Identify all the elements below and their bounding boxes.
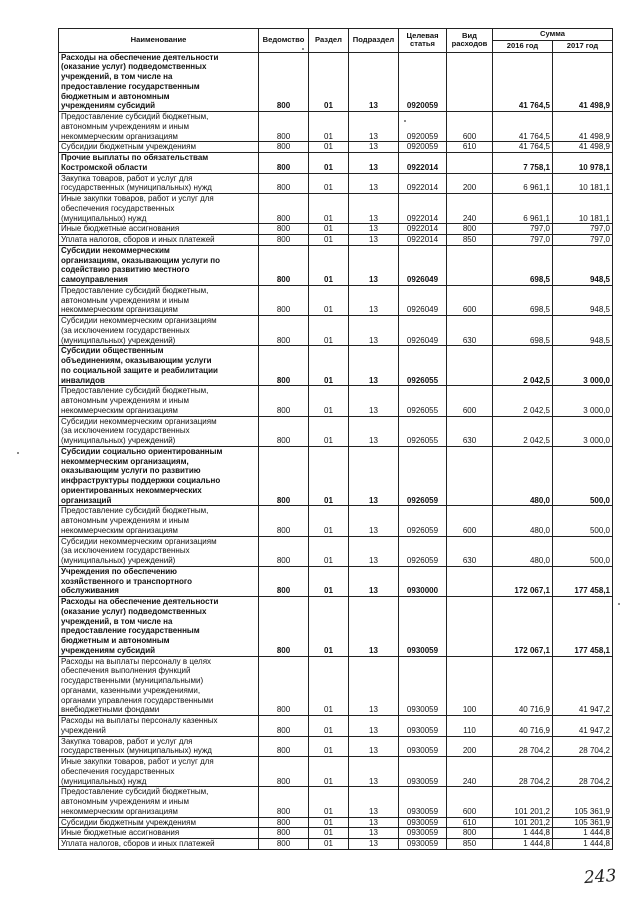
cell-sum-2017: 41 498,9 [553,142,613,153]
cell-exptype: 630 [447,416,493,446]
cell-name: Субсидии некоммерческим организациям, оказывающим услуги по содействию развитию местного самоуправления [59,245,259,285]
cell-dept: 800 [259,716,309,737]
table-row [59,416,613,446]
cell-sum-2016: 41 764,5 [493,52,553,112]
cell-sum-2017: 41 947,2 [553,716,613,737]
table-row [59,173,613,194]
header-target: Целевая статья [399,29,447,53]
cell-sum-2016: 28 704,2 [493,757,553,787]
cell-section: 01 [309,566,349,596]
cell-sum-2016: 41 764,5 [493,142,553,153]
cell-sum-2017: 28 704,2 [553,757,613,787]
table-row [59,817,613,828]
scan-speck [618,603,620,605]
cell-subsection: 13 [349,285,399,315]
cell-target: 0930059 [399,656,447,716]
table-row [59,112,613,142]
cell-target: 0930059 [399,597,447,657]
table-row [59,536,613,566]
cell-name: Субсидии социально ориентированным некоммерческим организациям, оказывающим услуги по развитию инфраструктуры поддержки социально ориентированных некоммерческих организаций [59,446,259,506]
cell-section: 01 [309,386,349,416]
table-row [59,736,613,757]
cell-name: Иные закупки товаров, работ и услуг для обеспечения государственных (муниципальных) нужд [59,194,259,224]
cell-target: 0922014 [399,153,447,174]
cell-sum-2017: 1 444,8 [553,839,613,850]
cell-section: 01 [309,194,349,224]
cell-dept: 800 [259,446,309,506]
cell-sum-2016: 101 201,2 [493,787,553,817]
cell-name: Иные бюджетные ассигнования [59,828,259,839]
header-dept: Ведомство [259,29,309,53]
cell-sum-2016: 101 201,2 [493,817,553,828]
cell-dept: 800 [259,656,309,716]
cell-subsection: 13 [349,416,399,446]
table-row [59,839,613,850]
cell-subsection: 13 [349,245,399,285]
cell-subsection: 13 [349,52,399,112]
cell-subsection: 13 [349,142,399,153]
cell-target: 0926055 [399,346,447,386]
cell-sum-2016: 1 444,8 [493,828,553,839]
table-row [59,153,613,174]
cell-exptype: 850 [447,839,493,850]
cell-sum-2017: 1 444,8 [553,828,613,839]
cell-target: 0930059 [399,716,447,737]
cell-sum-2016: 172 067,1 [493,566,553,596]
cell-dept: 800 [259,386,309,416]
page-number: 243 [583,865,618,889]
cell-sum-2017: 41 498,9 [553,112,613,142]
cell-section: 01 [309,245,349,285]
cell-name: Иные закупки товаров, работ и услуг для обеспечения государственных (муниципальных) нужд [59,757,259,787]
cell-sum-2016: 41 764,5 [493,112,553,142]
header-exptype: Вид расходов [447,29,493,53]
cell-dept: 800 [259,245,309,285]
cell-name: Субсидии некоммерческим организациям (за исключением государственных (муниципальных) учреждений) [59,316,259,346]
cell-name: Предоставление субсидий бюджетным, автономным учреждениям и иным некоммерческим организациям [59,285,259,315]
scan-speck [302,48,304,50]
header-sum: Сумма [493,29,613,41]
cell-name: Учреждения по обеспечению хозяйственного и транспортного обслуживания [59,566,259,596]
cell-target: 0926059 [399,506,447,536]
cell-section: 01 [309,416,349,446]
cell-name: Закупка товаров, работ и услуг для государственных (муниципальных) нужд [59,736,259,757]
scan-speck [17,452,19,454]
cell-name: Расходы на обеспечение деятельности (оказание услуг) подведомственных учреждений, в том числе на предоставление государственным бюджетным и автономным учреждениям субсидий [59,52,259,112]
cell-dept: 800 [259,173,309,194]
cell-subsection: 13 [349,536,399,566]
cell-section: 01 [309,285,349,315]
cell-section: 01 [309,597,349,657]
cell-sum-2016: 2 042,5 [493,386,553,416]
cell-sum-2017: 105 361,9 [553,817,613,828]
cell-sum-2017: 177 458,1 [553,597,613,657]
cell-sum-2016: 40 716,9 [493,716,553,737]
cell-sum-2017: 500,0 [553,446,613,506]
cell-name: Предоставление субсидий бюджетным, автономным учреждениям и иным некоммерческим организациям [59,787,259,817]
cell-exptype [447,566,493,596]
cell-section: 01 [309,787,349,817]
cell-exptype: 200 [447,173,493,194]
cell-target: 0920059 [399,112,447,142]
cell-sum-2016: 2 042,5 [493,346,553,386]
cell-subsection: 13 [349,112,399,142]
cell-subsection: 13 [349,446,399,506]
cell-exptype [447,597,493,657]
cell-section: 01 [309,52,349,112]
cell-exptype [447,245,493,285]
cell-exptype: 600 [447,386,493,416]
cell-subsection: 13 [349,173,399,194]
cell-name: Предоставление субсидий бюджетным, автономным учреждениям и иным некоммерческим организациям [59,506,259,536]
table-row [59,716,613,737]
cell-sum-2016: 797,0 [493,235,553,246]
cell-exptype: 600 [447,506,493,536]
cell-sum-2017: 948,5 [553,285,613,315]
cell-sum-2016: 6 961,1 [493,173,553,194]
cell-exptype: 850 [447,235,493,246]
cell-sum-2017: 28 704,2 [553,736,613,757]
cell-target: 0930059 [399,817,447,828]
cell-target: 0926055 [399,416,447,446]
cell-sum-2016: 1 444,8 [493,839,553,850]
cell-section: 01 [309,346,349,386]
cell-exptype: 630 [447,536,493,566]
table-row [59,828,613,839]
cell-dept: 800 [259,416,309,446]
cell-subsection: 13 [349,506,399,536]
cell-subsection: 13 [349,787,399,817]
cell-exptype: 630 [447,316,493,346]
cell-sum-2017: 797,0 [553,224,613,235]
cell-dept: 800 [259,112,309,142]
cell-dept: 800 [259,316,309,346]
cell-dept: 800 [259,224,309,235]
cell-exptype: 800 [447,828,493,839]
cell-section: 01 [309,828,349,839]
cell-dept: 800 [259,506,309,536]
cell-subsection: 13 [349,828,399,839]
cell-sum-2017: 3 000,0 [553,416,613,446]
cell-sum-2016: 28 704,2 [493,736,553,757]
table-row [59,386,613,416]
cell-sum-2016: 172 067,1 [493,597,553,657]
cell-dept: 800 [259,757,309,787]
cell-target: 0926049 [399,316,447,346]
cell-target: 0920059 [399,142,447,153]
cell-subsection: 13 [349,235,399,246]
cell-section: 01 [309,817,349,828]
cell-section: 01 [309,536,349,566]
cell-name: Субсидии общественным объединениям, оказывающим услуги по социальной защите и реабилитации инвалидов [59,346,259,386]
cell-name: Субсидии бюджетным учреждениям [59,817,259,828]
cell-section: 01 [309,446,349,506]
table-row [59,656,613,716]
table-row [59,597,613,657]
cell-target: 0926049 [399,245,447,285]
cell-sum-2017: 3 000,0 [553,346,613,386]
cell-target: 0926059 [399,536,447,566]
cell-dept: 800 [259,235,309,246]
cell-section: 01 [309,224,349,235]
cell-dept: 800 [259,346,309,386]
cell-exptype: 240 [447,757,493,787]
table-row [59,757,613,787]
cell-name: Закупка товаров, работ и услуг для государственных (муниципальных) нужд [59,173,259,194]
cell-subsection: 13 [349,194,399,224]
cell-exptype: 100 [447,656,493,716]
cell-section: 01 [309,736,349,757]
cell-sum-2017: 10 978,1 [553,153,613,174]
cell-exptype: 240 [447,194,493,224]
cell-sum-2016: 7 758,1 [493,153,553,174]
cell-exptype: 600 [447,112,493,142]
cell-sum-2017: 177 458,1 [553,566,613,596]
header-2017: 2017 год [553,41,613,53]
cell-target: 0930000 [399,566,447,596]
table-row [59,194,613,224]
cell-subsection: 13 [349,597,399,657]
cell-sum-2017: 10 181,1 [553,194,613,224]
cell-exptype: 200 [447,736,493,757]
table-row [59,566,613,596]
cell-dept: 800 [259,736,309,757]
cell-sum-2017: 948,5 [553,316,613,346]
cell-section: 01 [309,112,349,142]
table-row [59,316,613,346]
cell-sum-2016: 2 042,5 [493,416,553,446]
cell-subsection: 13 [349,736,399,757]
cell-sum-2016: 698,5 [493,245,553,285]
cell-dept: 800 [259,828,309,839]
cell-target: 0930059 [399,839,447,850]
cell-exptype [447,446,493,506]
cell-exptype [447,346,493,386]
cell-sum-2017: 500,0 [553,506,613,536]
cell-target: 0922014 [399,194,447,224]
cell-sum-2016: 480,0 [493,536,553,566]
cell-sum-2017: 948,5 [553,245,613,285]
cell-target: 0926049 [399,285,447,315]
cell-target: 0920059 [399,52,447,112]
cell-exptype: 600 [447,285,493,315]
cell-sum-2017: 797,0 [553,235,613,246]
table-row [59,506,613,536]
cell-target: 0922014 [399,235,447,246]
cell-name: Предоставление субсидий бюджетным, автономным учреждениям и иным некоммерческим организациям [59,386,259,416]
cell-sum-2016: 797,0 [493,224,553,235]
cell-dept: 800 [259,142,309,153]
cell-subsection: 13 [349,817,399,828]
cell-subsection: 13 [349,757,399,787]
cell-sum-2017: 41 498,9 [553,52,613,112]
cell-name: Расходы на выплаты персоналу казенных учреждений [59,716,259,737]
table-row [59,52,613,112]
cell-section: 01 [309,235,349,246]
cell-section: 01 [309,839,349,850]
cell-subsection: 13 [349,224,399,235]
cell-dept: 800 [259,285,309,315]
cell-section: 01 [309,716,349,737]
cell-name: Субсидии бюджетным учреждениям [59,142,259,153]
cell-sum-2016: 698,5 [493,316,553,346]
cell-subsection: 13 [349,656,399,716]
cell-dept: 800 [259,52,309,112]
cell-subsection: 13 [349,839,399,850]
cell-target: 0930059 [399,757,447,787]
table-row [59,285,613,315]
cell-target: 0930059 [399,787,447,817]
cell-section: 01 [309,316,349,346]
cell-name: Прочие выплаты по обязательствам Костромской области [59,153,259,174]
cell-name: Уплата налогов, сборов и иных платежей [59,235,259,246]
cell-exptype: 110 [447,716,493,737]
cell-name: Уплата налогов, сборов и иных платежей [59,839,259,850]
cell-section: 01 [309,142,349,153]
cell-dept: 800 [259,787,309,817]
cell-sum-2017: 10 181,1 [553,173,613,194]
table-row [59,346,613,386]
cell-sum-2017: 105 361,9 [553,787,613,817]
cell-subsection: 13 [349,386,399,416]
table-row [59,235,613,246]
cell-exptype [447,52,493,112]
cell-subsection: 13 [349,153,399,174]
cell-dept: 800 [259,839,309,850]
cell-target: 0930059 [399,736,447,757]
cell-subsection: 13 [349,316,399,346]
header-section: Раздел [309,29,349,53]
table-row [59,446,613,506]
cell-exptype: 800 [447,224,493,235]
cell-section: 01 [309,153,349,174]
cell-target: 0922014 [399,173,447,194]
scan-speck [404,120,406,122]
cell-name: Расходы на выплаты персоналу в целях обеспечения выполнения функций государственными (муниципальными) органами, казенными учреждениями, органами управления государственными внебюджетными фондами [59,656,259,716]
table-row [59,787,613,817]
cell-dept: 800 [259,153,309,174]
cell-exptype [447,153,493,174]
header-name: Наименование [59,29,259,53]
cell-sum-2017: 3 000,0 [553,386,613,416]
header-subsection: Подраздел [349,29,399,53]
header-2016: 2016 год [493,41,553,53]
table-row [59,224,613,235]
cell-exptype: 610 [447,817,493,828]
cell-target: 0922014 [399,224,447,235]
cell-sum-2017: 41 947,2 [553,656,613,716]
cell-target: 0926055 [399,386,447,416]
cell-sum-2016: 480,0 [493,446,553,506]
cell-exptype: 610 [447,142,493,153]
cell-name: Субсидии некоммерческим организациям (за исключением государственных (муниципальных) учреждений) [59,416,259,446]
cell-section: 01 [309,173,349,194]
cell-dept: 800 [259,536,309,566]
cell-exptype: 600 [447,787,493,817]
cell-name: Иные бюджетные ассигнования [59,224,259,235]
table-row [59,245,613,285]
cell-sum-2017: 500,0 [553,536,613,566]
cell-dept: 800 [259,194,309,224]
cell-subsection: 13 [349,716,399,737]
cell-subsection: 13 [349,566,399,596]
cell-section: 01 [309,506,349,536]
cell-sum-2016: 698,5 [493,285,553,315]
cell-sum-2016: 40 716,9 [493,656,553,716]
cell-target: 0926059 [399,446,447,506]
cell-name: Субсидии некоммерческим организациям (за исключением государственных (муниципальных) учреждений) [59,536,259,566]
cell-name: Предоставление субсидий бюджетным, автономным учреждениям и иным некоммерческим организациям [59,112,259,142]
cell-dept: 800 [259,817,309,828]
cell-name: Расходы на обеспечение деятельности (оказание услуг) подведомственных учреждений, в том числе на предоставление государственным бюджетным и автономным учреждениям субсидий [59,597,259,657]
table-row [59,142,613,153]
cell-section: 01 [309,757,349,787]
cell-dept: 800 [259,566,309,596]
cell-target: 0930059 [399,828,447,839]
cell-sum-2016: 6 961,1 [493,194,553,224]
cell-section: 01 [309,656,349,716]
cell-sum-2016: 480,0 [493,506,553,536]
budget-table [58,28,613,850]
cell-dept: 800 [259,597,309,657]
cell-subsection: 13 [349,346,399,386]
table-body [59,52,613,849]
